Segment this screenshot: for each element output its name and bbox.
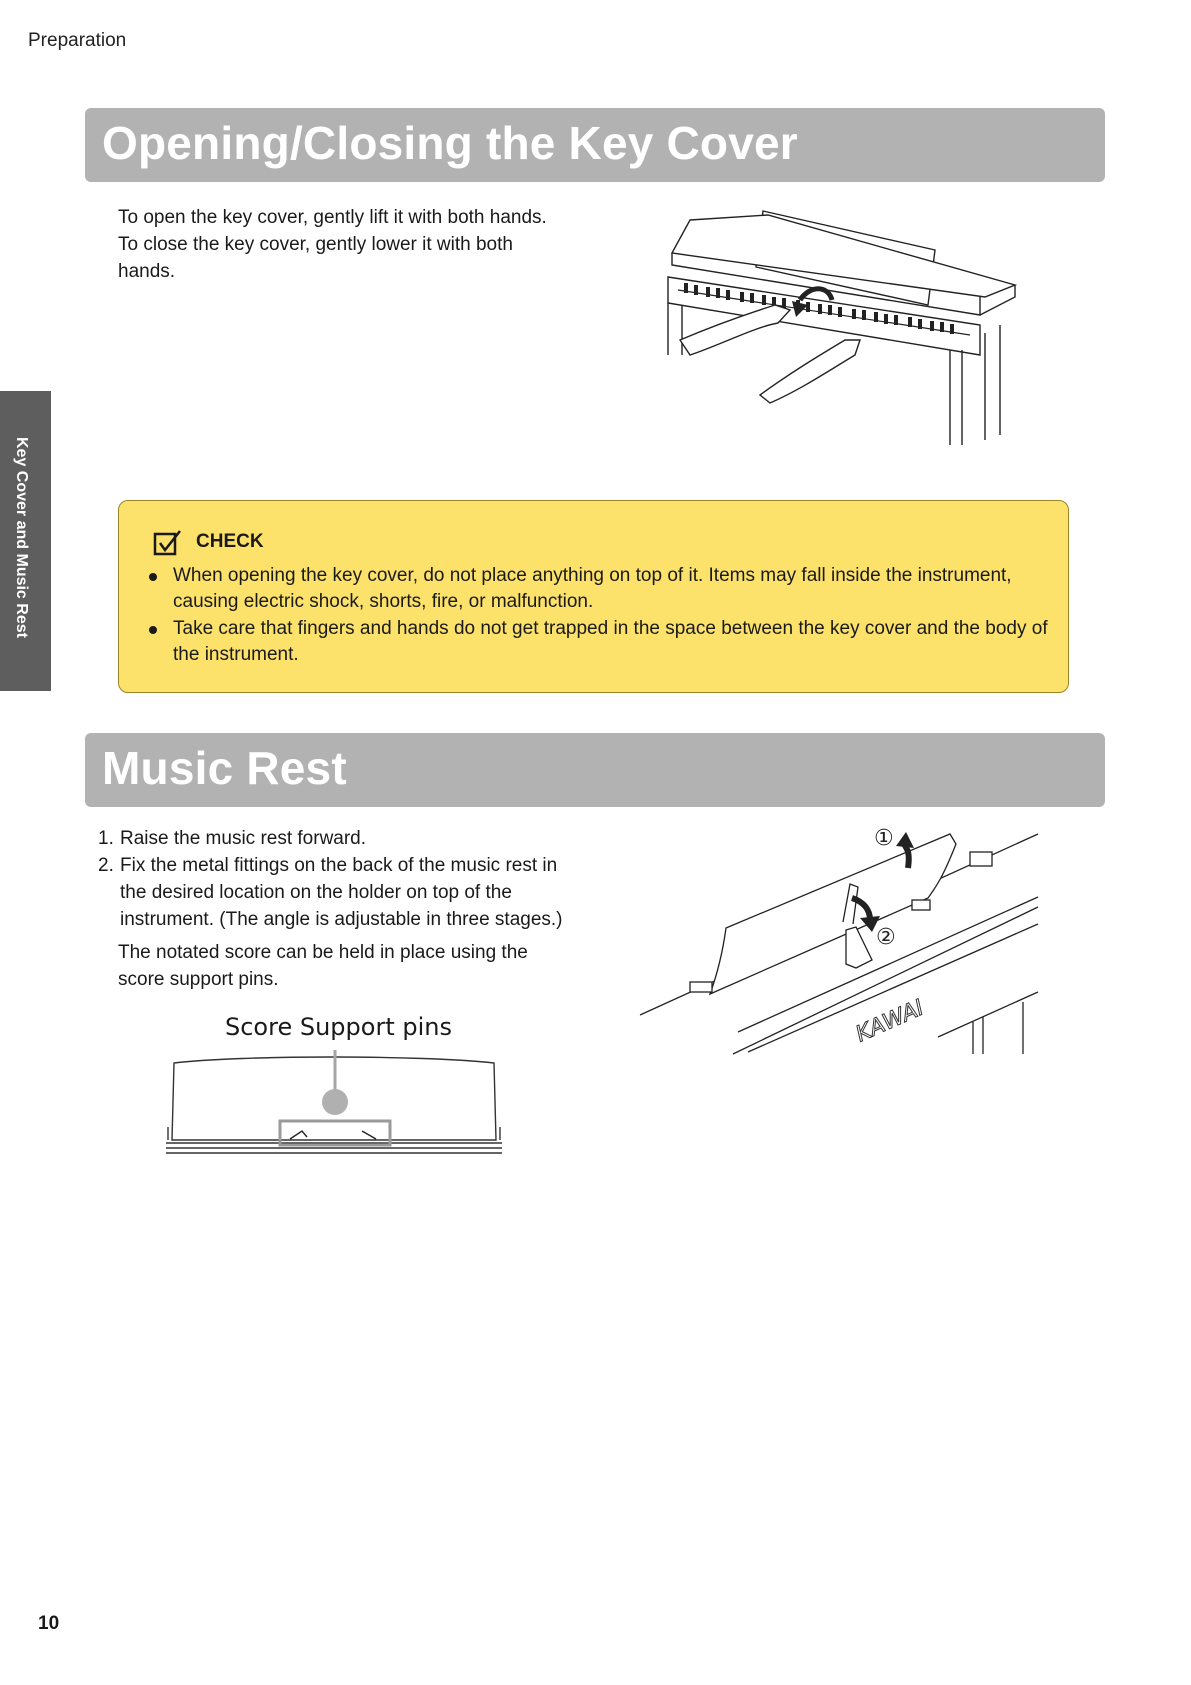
step-line: instrument. (The angle is adjustable in three stages.): [120, 909, 563, 930]
key-cover-line-1: To open the key cover, gently lift it with both hands.: [118, 207, 547, 228]
check-item-line: When opening the key cover, do not place anything on top of it. Items may fall inside the instrument,: [173, 565, 1012, 586]
music-rest-steps: [98, 825, 568, 933]
music-rest-illustration: [638, 822, 1043, 1057]
check-item-line: causing electric shock, shorts, fire, or malfunction.: [173, 591, 594, 612]
check-title: CHECK: [196, 531, 264, 552]
page-number: 10: [38, 1613, 60, 1634]
step-line: the desired location on the holder on top of the: [120, 882, 512, 903]
note-line: score support pins.: [118, 969, 279, 990]
section-title-music-rest: Music Rest: [102, 742, 347, 794]
score-support-pins-label: Score Support pins: [225, 1013, 452, 1041]
check-item: [145, 616, 1050, 668]
section-bar-key-cover: [85, 108, 1105, 182]
section-title-key-cover: Opening/Closing the Key Cover: [102, 117, 798, 169]
side-tab-label: Key Cover and Music Rest: [13, 437, 30, 638]
check-item-line: Take care that fingers and hands do not get trapped in the space between the key cover and the body of: [173, 618, 1048, 639]
piano-key-cover-illustration: [660, 205, 1020, 450]
step-number: 1.: [98, 828, 114, 849]
step-number: 2.: [98, 855, 114, 876]
callout-1: ①: [874, 826, 894, 851]
score-support-pins-illustration: [162, 1045, 507, 1160]
key-cover-line-2: To close the key cover, gently lower it with both: [118, 234, 513, 255]
section-bar-music-rest: [85, 733, 1105, 807]
step-item: [98, 852, 568, 933]
callout-2: ②: [876, 925, 896, 950]
key-cover-instructions: [118, 204, 588, 285]
check-notice: [118, 500, 1069, 693]
key-cover-line-3: hands.: [118, 261, 176, 282]
step-item: [98, 825, 568, 852]
checkbox-icon: [153, 529, 183, 557]
check-item-line: the instrument.: [173, 644, 299, 665]
brand-logo: KAWAI: [852, 995, 928, 1048]
running-header: Preparation: [28, 30, 127, 51]
check-item: [145, 563, 1050, 615]
note-line: The notated score can be held in place using the: [118, 942, 528, 963]
step-line: Raise the music rest forward.: [120, 828, 367, 849]
side-tab: [0, 391, 51, 691]
score-pins-note: [118, 939, 588, 993]
step-line: Fix the metal fittings on the back of the music rest in: [120, 855, 558, 876]
check-list: [145, 563, 1050, 669]
